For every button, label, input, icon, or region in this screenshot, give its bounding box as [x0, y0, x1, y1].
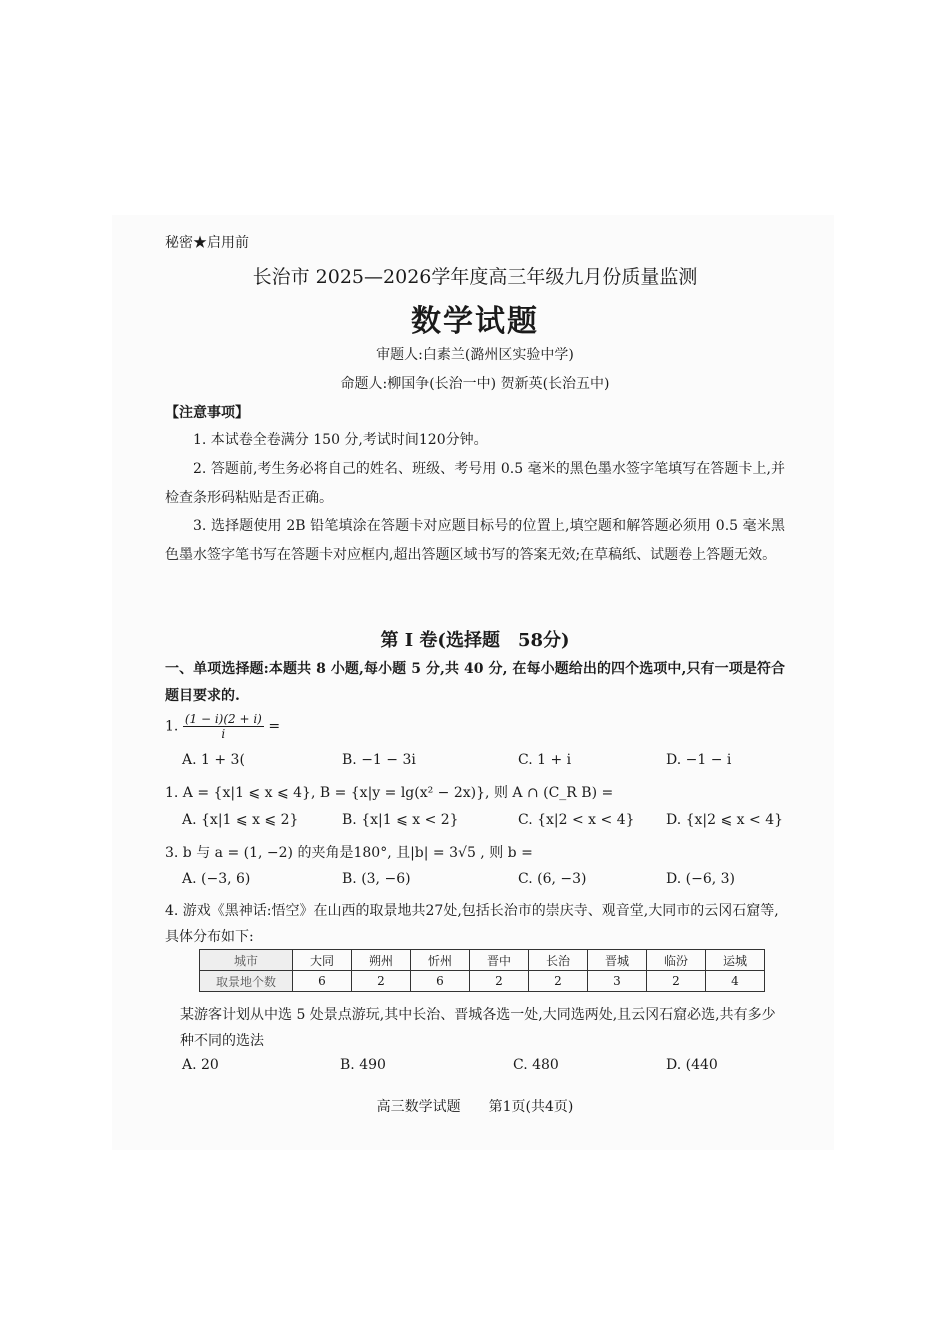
- option-b: B. 490: [340, 1057, 386, 1073]
- section-title: 第 Ⅰ 卷(选择题 58分): [380, 630, 570, 651]
- option-c: C. {x|2 < x < 4}: [518, 812, 635, 828]
- question-3-stem: 3. b 与 a = (1, −2) 的夹角是180°, 且|b| = 3√5 , 则 b =: [165, 845, 533, 861]
- option-d: D. −1 − i: [666, 752, 732, 768]
- table-cell: 忻州: [411, 950, 470, 971]
- option-b: B. {x|1 ⩽ x < 2}: [342, 812, 459, 828]
- notice-item: 1. 本试卷全卷满分 150 分,考试时间120分钟。: [193, 432, 488, 448]
- option-c: C. (6, −3): [518, 871, 587, 887]
- question-4-stem: 4. 游戏《黑神话:悟空》在山西的取景地共27处,包括长治市的崇庆寺、观音堂,大同市的云冈石窟等,具体分布如下:: [165, 903, 779, 945]
- table-cell: 2: [352, 971, 411, 992]
- table-cell: 长治: [529, 950, 588, 971]
- table-cell: 4: [706, 971, 765, 992]
- question-2-stem: 1. A = {x|1 ⩽ x ⩽ 4}, B = {x|y = lg(x² − 2x)}, 则 A ∩ (C_R B) =: [165, 785, 614, 801]
- fraction: [183, 712, 264, 741]
- table-cell: 取景地个数: [200, 971, 293, 992]
- authors-line: 命题人:柳国争(长治一中) 贺新英(长治五中): [340, 376, 610, 392]
- table-cell: 6: [411, 971, 470, 992]
- table-cell: 大同: [293, 950, 352, 971]
- option-b: B. −1 − 3i: [342, 752, 416, 768]
- confidential-label: 秘密★启用前: [165, 235, 249, 251]
- fraction-numerator: (1 − i)(2 + i): [184, 712, 262, 726]
- option-c: C. 1 + i: [518, 752, 572, 768]
- table-header-row: [200, 950, 765, 971]
- table-cell: 3: [588, 971, 647, 992]
- table-cell: 临汾: [647, 950, 706, 971]
- option-a: A. 20: [182, 1057, 219, 1073]
- table-row: [200, 971, 765, 992]
- table-cell: 2: [470, 971, 529, 992]
- table-cell: 2: [529, 971, 588, 992]
- exam-title: 长治市 2025—2026学年度高三年级九月份质量监测: [252, 266, 698, 288]
- table-cell: 晋城: [588, 950, 647, 971]
- part-description: 一、单项选择题:本题共 8 小题,每小题 5 分,共 40 分, 在每小题给出的四个选项中,只有一项是符合题目要求的.: [165, 661, 785, 704]
- question-4-continuation: 某游客计划从中选 5 处景点游玩,其中长治、晋城各选一处,大同选两处,且云冈石窟必选,共有多少种不同的选法: [180, 1007, 776, 1049]
- table-cell: 晋中: [470, 950, 529, 971]
- reviewer-line: 审题人:白素兰(潞州区实验中学): [376, 347, 574, 363]
- question-1-stem: [165, 712, 280, 741]
- notice-item: 2. 答题前,考生务必将自己的姓名、班级、考号用 0.5 毫米的黑色墨水签字笔填写在答题卡上,并检查条形码粘贴是否正确。: [165, 461, 785, 506]
- notice-heading: 【注意事项】: [165, 405, 249, 421]
- option-a: A. 1 + 3(: [182, 752, 245, 768]
- question-number: 1.: [165, 718, 179, 735]
- notice-item: 3. 选择题使用 2B 铅笔填涂在答题卡对应题目标号的位置上,填空题和解答题必须用 0.5 毫米黑色墨水签字笔书写在答题卡对应框内,超出答题区域书写的答案无效;在草稿纸、试题卷上答题无效。: [165, 518, 785, 563]
- equals-sign: =: [268, 718, 281, 735]
- table-cell: 运城: [706, 950, 765, 971]
- option-d: D. (440: [666, 1057, 718, 1073]
- table-cell: 城市: [200, 950, 293, 971]
- distribution-table: [199, 949, 765, 992]
- table-cell: 6: [293, 971, 352, 992]
- table-cell: 2: [647, 971, 706, 992]
- option-a: A. (−3, 6): [182, 871, 251, 887]
- fraction-denominator: i: [221, 727, 226, 741]
- table-cell: 朔州: [352, 950, 411, 971]
- option-d: D. (−6, 3): [666, 871, 735, 887]
- option-a: A. {x|1 ⩽ x ⩽ 2}: [182, 812, 299, 828]
- option-d: D. {x|2 ⩽ x < 4}: [666, 812, 784, 828]
- option-b: B. (3, −6): [342, 871, 411, 887]
- option-c: C. 480: [513, 1057, 559, 1073]
- subject-title: 数学试题: [411, 304, 539, 339]
- page-footer: 高三数学试题 第1页(共4页): [376, 1099, 574, 1115]
